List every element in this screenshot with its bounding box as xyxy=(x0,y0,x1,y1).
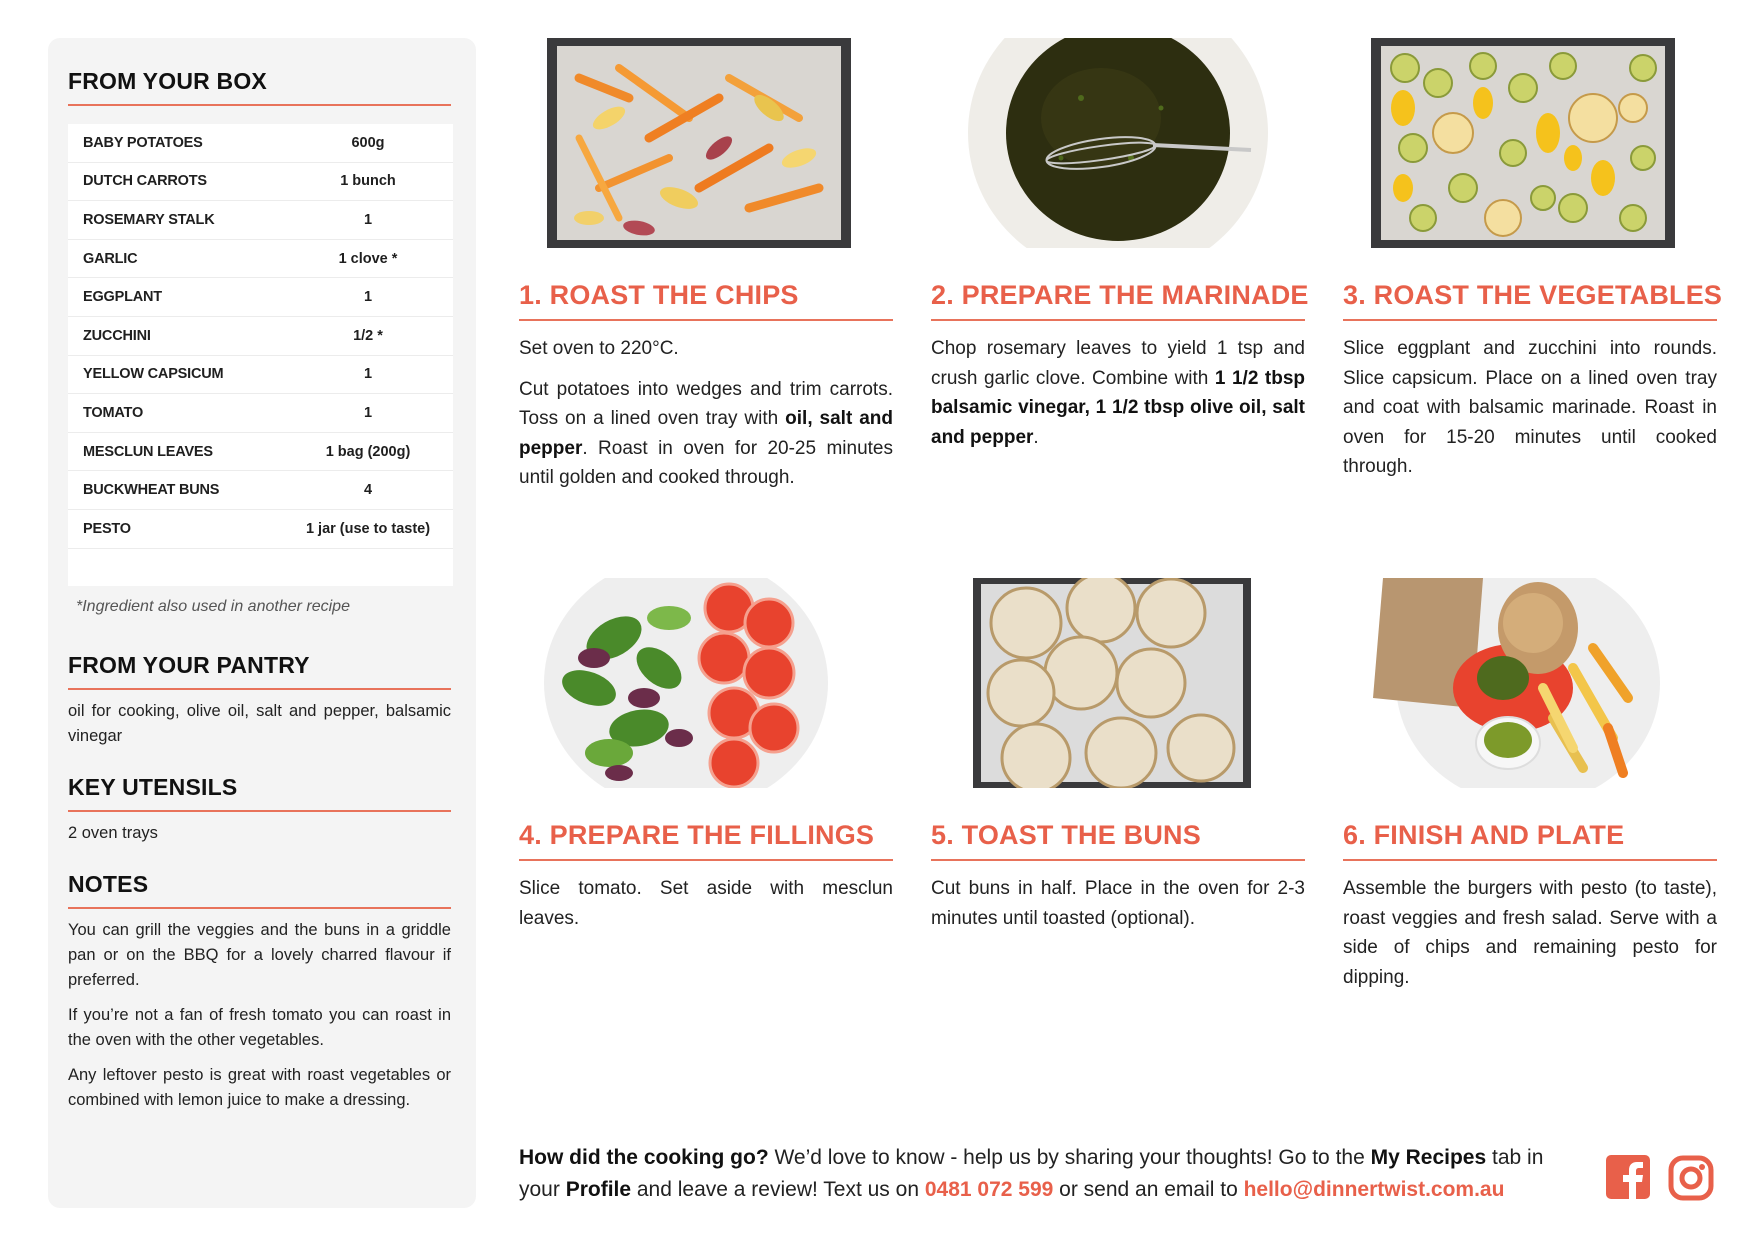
ingredient-name: EGGPLANT xyxy=(83,289,162,306)
ingredient-quantity: 1/2 * xyxy=(353,327,383,344)
step-1-paragraph: Set oven to 220°C. xyxy=(519,338,679,359)
ingredient-name: ROSEMARY STALK xyxy=(83,211,215,228)
ingredient-row xyxy=(68,124,453,163)
ingredient-row xyxy=(68,471,453,510)
email-link[interactable]: hello@dinnertwist.com.au xyxy=(1243,1178,1505,1201)
step-5-text xyxy=(931,874,1305,944)
utensils-text: 2 oven trays xyxy=(68,824,158,842)
ingredient-row xyxy=(68,394,453,433)
utensils-section xyxy=(68,774,451,846)
ingredient-footnote: *Ingredient also used in another recipe xyxy=(76,598,350,615)
ingredient-row xyxy=(68,201,453,240)
ingredient-quantity: 1 xyxy=(363,211,373,228)
feedback-text: We’d love to know - help us by sharing your thoughts! Go to the xyxy=(768,1146,1371,1169)
roast-chips-photo xyxy=(519,38,893,248)
feedback-question: How did the cooking go? xyxy=(519,1146,769,1169)
step-2-text xyxy=(931,334,1305,463)
ingredient-quantity: 1 xyxy=(363,366,373,383)
step-5-title: 5. TOAST THE BUNS xyxy=(931,820,1305,861)
step-3-title: 3. ROAST THE VEGETABLES xyxy=(1343,280,1717,321)
feedback-text: and leave a review! Text us on xyxy=(631,1178,925,1201)
step-text-fragment: Cut potatoes into wedges and trim carrots. Toss on a lined oven tray with xyxy=(519,378,893,429)
step-text-fragment: Chop rosemary leaves to yield 1 tsp and crush garlic clove. Combine with xyxy=(931,338,1305,389)
note-paragraph: If you’re not a fan of fresh tomato you can roast in the oven with the other vegetables. xyxy=(68,1006,451,1049)
pantry-section xyxy=(68,652,451,749)
toast-buns-photo xyxy=(931,578,1305,788)
note-paragraph: Any leftover pesto is great with roast vegetables or combined with lemon juice to make a dressing. xyxy=(68,1066,451,1109)
feedback-text: tab in your xyxy=(519,1146,1544,1201)
step-2-paragraph xyxy=(931,334,1305,452)
ingredient-quantity: 1 xyxy=(363,289,373,306)
instagram-icon[interactable] xyxy=(1667,1154,1715,1202)
fillings-photo xyxy=(519,578,893,788)
ingredient-row xyxy=(68,356,453,395)
step-1-text xyxy=(519,334,893,504)
ingredient-name: BABY POTATOES xyxy=(83,134,203,151)
ingredient-quantity: 4 xyxy=(363,482,373,499)
step-5-paragraph: Cut buns in half. Place in the oven for 2-3 minutes until toasted (optional). xyxy=(931,878,1305,929)
note-paragraph: You can grill the veggies and the buns in a griddle pan or on the BBQ for a lovely charred flavour if preferred. xyxy=(68,921,451,989)
ingredient-row xyxy=(68,240,453,279)
ingredient-name: DUTCH CARROTS xyxy=(83,173,207,190)
ingredient-name: PESTO xyxy=(83,520,131,537)
ingredient-quantity: 1 clove * xyxy=(338,250,398,267)
step-1-title: 1. ROAST THE CHIPS xyxy=(519,280,893,321)
step-text-bold: 1 1/2 tbsp balsamic vinegar, 1 1/2 tbsp olive oil, salt and pepper xyxy=(931,367,1305,448)
step-4-title: 4. PREPARE THE FILLINGS xyxy=(519,820,893,861)
ingredient-row xyxy=(68,433,453,472)
step-text-bold: oil, salt and pepper xyxy=(519,408,893,459)
ingredient-table xyxy=(68,124,453,586)
ingredient-row xyxy=(68,278,453,317)
my-recipes-text: My Recipes xyxy=(1370,1146,1487,1169)
ingredient-row xyxy=(68,510,453,549)
ingredient-name: GARLIC xyxy=(83,250,138,267)
ingredient-row xyxy=(68,163,453,202)
profile-text: Profile xyxy=(565,1178,632,1201)
step-1-paragraph xyxy=(519,375,893,493)
ingredient-row xyxy=(68,317,453,356)
step-2-title: 2. PREPARE THE MARINADE xyxy=(931,280,1305,321)
facebook-icon[interactable] xyxy=(1605,1154,1653,1202)
ingredient-quantity: 1 xyxy=(363,404,373,421)
ingredient-quantity: 1 jar (use to taste) xyxy=(305,520,431,537)
pantry-text: oil for cooking, olive oil, salt and pepper, balsamic vinegar xyxy=(68,702,451,745)
feedback-text: or send an email to xyxy=(1053,1178,1244,1201)
ingredient-name: MESCLUN LEAVES xyxy=(83,443,213,460)
feedback-footer xyxy=(519,1142,1579,1206)
from-your-box-section xyxy=(68,68,451,106)
pantry-heading: FROM YOUR PANTRY xyxy=(68,652,451,690)
ingredient-name: ZUCCHINI xyxy=(83,327,151,344)
notes-text xyxy=(68,918,451,1113)
utensils-heading: KEY UTENSILS xyxy=(68,774,451,812)
ingredient-name: BUCKWHEAT BUNS xyxy=(83,482,220,499)
step-3-paragraph: Slice eggplant and zucchini into rounds. Slice capsicum. Place on a lined oven tray and coat with balsamic marinade. Roast in oven for 15-20 minutes until cooked through. xyxy=(1343,338,1717,477)
phone-number-link[interactable]: 0481 072 599 xyxy=(924,1178,1054,1201)
finished-plate-photo xyxy=(1343,578,1717,788)
marinade-photo xyxy=(931,38,1305,248)
notes-heading: NOTES xyxy=(68,871,451,909)
step-3-text xyxy=(1343,334,1717,493)
step-4-paragraph: Slice tomato. Set aside with mesclun leaves. xyxy=(519,878,893,929)
step-6-paragraph: Assemble the burgers with pesto (to taste), roast veggies and fresh salad. Serve with a side of chips and remaining pesto for dipping. xyxy=(1343,878,1717,988)
ingredients-sidebar xyxy=(48,38,476,1208)
from-your-box-heading: FROM YOUR BOX xyxy=(68,68,451,106)
ingredient-name: YELLOW CAPSICUM xyxy=(83,366,224,383)
ingredient-quantity: 600g xyxy=(351,134,385,151)
ingredient-quantity: 1 bag (200g) xyxy=(325,443,411,460)
ingredient-name: TOMATO xyxy=(83,404,144,421)
step-4-text xyxy=(519,874,893,944)
step-6-text xyxy=(1343,874,1717,1003)
roast-vegetables-photo xyxy=(1343,38,1717,248)
step-6-title: 6. FINISH AND PLATE xyxy=(1343,820,1717,861)
step-text-fragment: . Roast in oven for 20-25 minutes until golden and cooked through. xyxy=(519,437,893,488)
ingredient-quantity: 1 bunch xyxy=(340,173,396,190)
notes-section xyxy=(68,871,451,1123)
step-text-fragment: . xyxy=(1033,426,1039,448)
